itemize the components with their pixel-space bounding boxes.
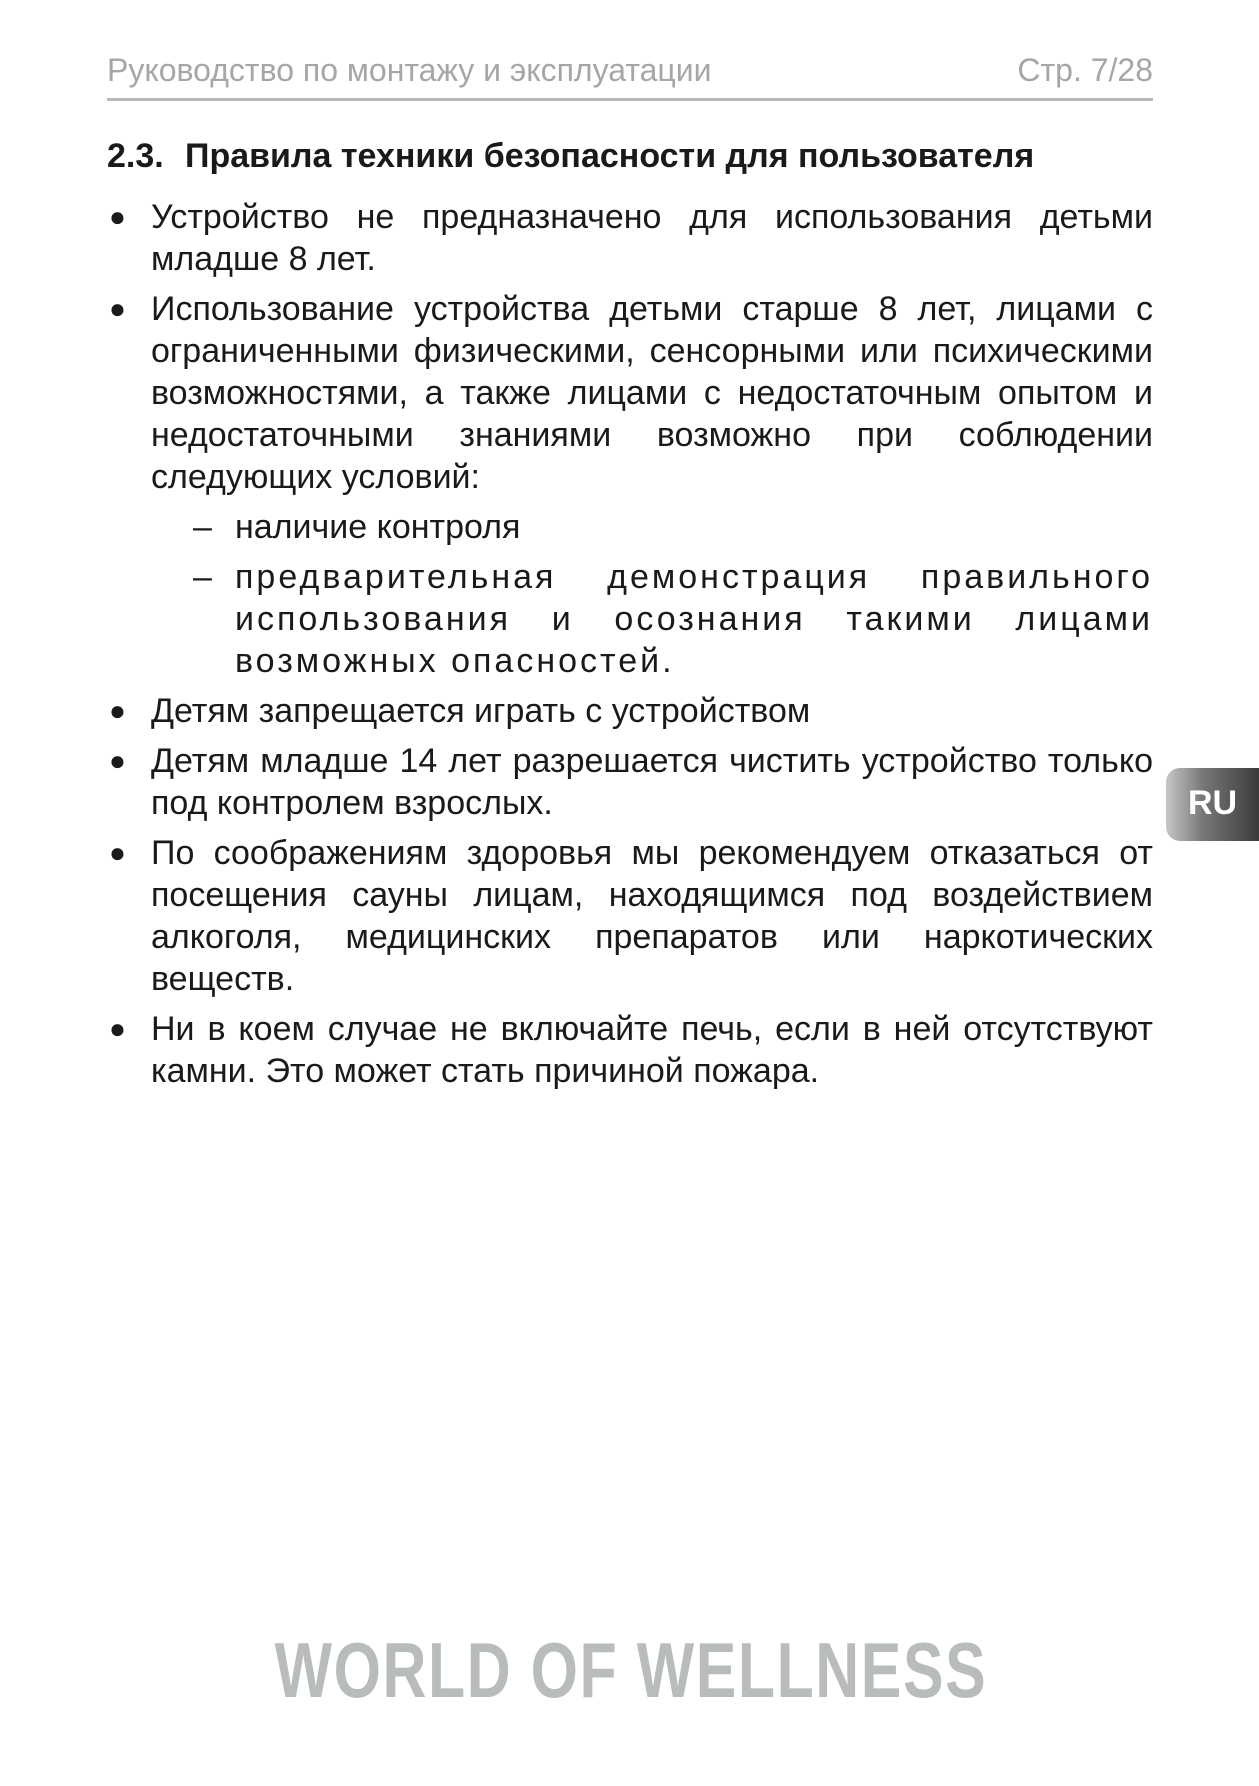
sub-list-item-text: предварительная демонстрация правильного использования и осознания такими лицами возможных опасностей.	[235, 558, 1153, 680]
language-label: RU	[1188, 784, 1238, 822]
language-tab	[1166, 768, 1259, 841]
list-item	[107, 288, 1153, 498]
list-item	[107, 690, 1153, 732]
dash-icon: –	[193, 558, 212, 596]
list-item-text: Детям запрещается играть с устройством	[151, 692, 811, 730]
bullet-icon: ●	[109, 837, 126, 868]
sub-list-item	[107, 506, 1153, 548]
safety-rules-list	[107, 196, 1153, 1100]
sub-list-item	[107, 556, 1153, 682]
page-number: Стр. 7/28	[1017, 52, 1153, 88]
list-item-text: Ни в коем случае не включайте печь, если в ней отсутствуют камни. Это может стать причиной пожара.	[151, 1010, 1153, 1090]
list-item	[107, 1008, 1153, 1092]
brand-logo: WORLD OF WELLNESS	[274, 1626, 988, 1714]
bullet-icon: ●	[109, 293, 126, 324]
list-item	[107, 832, 1153, 1000]
bullet-icon: ●	[109, 695, 126, 726]
bullet-icon: ●	[109, 1013, 126, 1044]
dash-icon: –	[193, 508, 212, 546]
bullet-icon: ●	[109, 745, 126, 776]
sub-list-item-text: наличие контроля	[235, 508, 521, 546]
bullet-icon: ●	[109, 201, 126, 232]
list-item-text: Детям младше 14 лет разрешается чистить устройство только под контролем взрослых.	[151, 742, 1153, 822]
section-number: 2.3.	[107, 137, 164, 175]
section-heading	[107, 137, 1034, 176]
list-item	[107, 740, 1153, 824]
page-header	[107, 52, 1153, 101]
list-item-text: Использование устройства детьми старше 8 лет, лицами с ограниченными физическими, сенсорными или психическими возможностями, а также лицами с недостаточным опытом и недостаточными знаниями возможно при соблюдении следующих условий:	[151, 290, 1153, 496]
list-item	[107, 196, 1153, 280]
section-title: Правила техники безопасности для пользователя	[185, 137, 1035, 175]
document-title: Руководство по монтажу и эксплуатации	[107, 52, 712, 88]
list-item-text: По соображениям здоровья мы рекомендуем отказаться от посещения сауны лицам, находящимся под воздействием алкоголя, медицинских препаратов или наркотических веществ.	[151, 834, 1153, 998]
list-item-text: Устройство не предназначено для использования детьми младше 8 лет.	[151, 198, 1153, 278]
